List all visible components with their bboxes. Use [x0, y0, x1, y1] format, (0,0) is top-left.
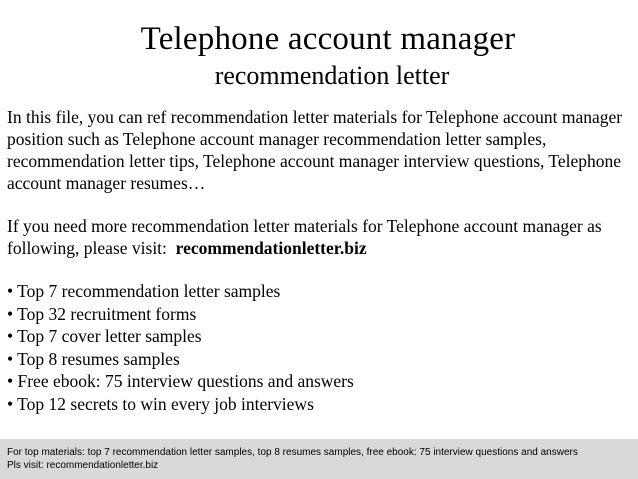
main-content — [7, 106, 635, 415]
list-item: • Top 8 resumes samples — [7, 348, 180, 369]
more-text: If you need more recommendation letter materials for Telephone account manager as following, please visit: — [7, 216, 602, 258]
title-line-2: recommendation letter — [214, 61, 450, 90]
list-item: • Top 12 secrets to win every job interviews — [7, 393, 314, 414]
more-paragraph — [7, 215, 635, 259]
title-line-1: Telephone account manager — [140, 21, 516, 57]
list-item: • Free ebook: 75 interview questions and answers — [7, 371, 354, 391]
resource-list — [7, 280, 635, 415]
list-item: • Top 7 recommendation letter samples — [7, 281, 281, 301]
list-item: • Top 7 cover letter samples — [7, 326, 202, 346]
intro-paragraph: In this file, you can ref recommendation letter materials for Telephone account manager position such as Telephone account manager recommendation letter samples, recommendation letter tips, Telephone account manager interview questions, Telephone account manager resumes… — [7, 107, 623, 193]
list-item: • Top 32 recruitment forms — [7, 303, 197, 324]
footer-line-2: Pls visit: recommendationletter.biz — [7, 460, 159, 471]
page-title — [0, 20, 638, 94]
site-link[interactable]: recommendationletter.biz — [175, 238, 367, 258]
footer-line-1: For top materials: top 7 recommendation letter samples, top 8 resumes samples, free ebook: 75 interview questions and answers — [7, 447, 578, 458]
footer-bar — [0, 439, 638, 479]
